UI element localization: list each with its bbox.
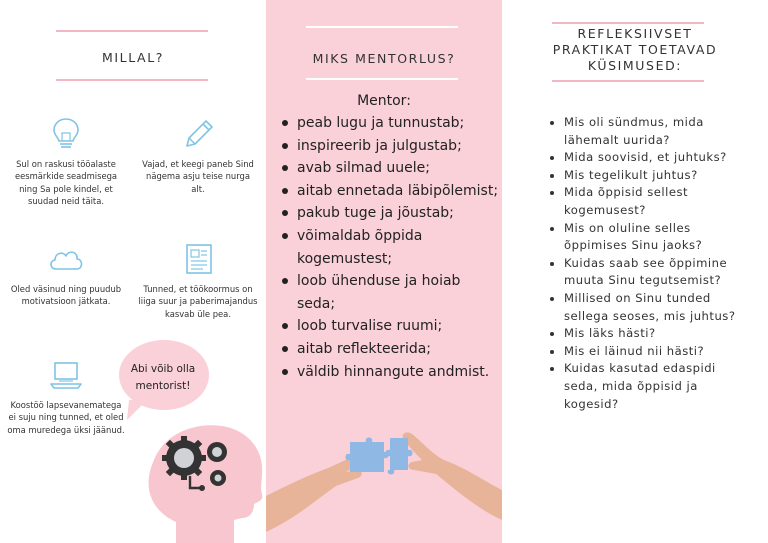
when-item-text: Tunned, et töökoormus on liiga suur ja paberimajandus kasvab üle pea. bbox=[138, 284, 258, 319]
list-item: Kuidas saab see õppimine muuta Sinu tegutsemist? bbox=[547, 255, 747, 290]
right-panel bbox=[502, 0, 768, 543]
heading-rule-top bbox=[306, 26, 458, 28]
list-item: pakub tuge ja jõustab; bbox=[280, 202, 500, 225]
heading-rule-bottom bbox=[306, 78, 458, 80]
list-item: loob turvalise ruumi; bbox=[280, 315, 500, 338]
list-item: Mida soovisid, et juhtuks? bbox=[547, 149, 747, 167]
list-item: aitab reflekteerida; bbox=[280, 338, 500, 361]
list-item: peab lugu ja tunnustab; bbox=[280, 112, 500, 135]
list-item: Millised on Sinu tunded sellega seoses, mis juhtus? bbox=[547, 290, 747, 325]
list-item: Mida õppisid sellest kogemusest? bbox=[547, 184, 747, 219]
when-item-text: Sul on raskusi tööalaste eesmärkide seadmisega ning Sa pole kindel, et suudad neid täita. bbox=[14, 159, 118, 207]
puzzle-hands-icon bbox=[266, 420, 502, 543]
list-item: väldib hinnangute andmist. bbox=[280, 361, 500, 384]
mentor-list bbox=[280, 112, 500, 383]
cloud-icon bbox=[46, 241, 86, 277]
middle-panel bbox=[266, 0, 502, 543]
newspaper-icon bbox=[178, 241, 218, 277]
list-item: Kuidas kasutad edaspidi seda, mida õppisid ja kogesid? bbox=[547, 360, 747, 413]
heading-rule-bottom bbox=[552, 80, 704, 82]
when-item-perspective bbox=[138, 116, 258, 195]
list-item: Mis ei läinud nii hästi? bbox=[547, 343, 747, 361]
pencil-icon bbox=[178, 116, 218, 152]
heading-rule-top bbox=[552, 22, 704, 24]
list-item: aitab ennetada läbipõlemist; bbox=[280, 180, 500, 203]
laptop-icon bbox=[46, 357, 86, 393]
when-item-text: Oled väsinud ning puudub motivatsioon jätkata. bbox=[10, 284, 122, 307]
lightbulb-icon bbox=[46, 116, 86, 152]
heading-rule-bottom bbox=[56, 79, 208, 81]
left-heading: MILLAL? bbox=[101, 50, 165, 65]
right-heading-line: REFLEKSIIVSET bbox=[577, 26, 693, 41]
left-panel bbox=[0, 0, 266, 543]
list-item: Mis läks hästi? bbox=[547, 325, 747, 343]
list-item: Mis tegelikult juhtus? bbox=[547, 167, 747, 185]
question-list bbox=[547, 114, 747, 413]
right-heading-line: KÜSIMUSED: bbox=[587, 58, 683, 73]
list-item: Mis on oluline selles õppimises Sinu jaoks? bbox=[547, 220, 747, 255]
when-item-text: Koostöö lapsevanematega ei suju ning tunned, et oled oma muredega üksi jäänud. bbox=[7, 400, 125, 435]
right-heading-line: PRAKTIKAT TOETAVAD bbox=[552, 42, 718, 57]
list-item: avab silmad uuele; bbox=[280, 157, 500, 180]
when-item-goals bbox=[6, 116, 126, 208]
bubble-text: Abi võib olla mentorist! bbox=[130, 363, 196, 392]
list-item: loob ühenduse ja hoiab seda; bbox=[280, 270, 500, 315]
when-item-workload bbox=[138, 241, 258, 320]
mentor-title: Mentor: bbox=[357, 93, 411, 109]
list-item: võimaldab õppida kogemustest; bbox=[280, 225, 500, 270]
when-item-parents bbox=[6, 357, 126, 436]
middle-heading: MIKS MENTORLUS? bbox=[312, 51, 456, 66]
heading-rule-top bbox=[56, 30, 208, 32]
right-heading bbox=[502, 26, 768, 74]
when-item-text: Vajad, et keegi paneb Sind nägema asju teise nurga alt. bbox=[142, 159, 254, 194]
list-item: inspireerib ja julgustab; bbox=[280, 135, 500, 158]
when-item-tired bbox=[6, 241, 126, 308]
head-gears-icon bbox=[138, 404, 266, 543]
list-item: Mis oli sündmus, mida lähemalt uurida? bbox=[547, 114, 747, 149]
